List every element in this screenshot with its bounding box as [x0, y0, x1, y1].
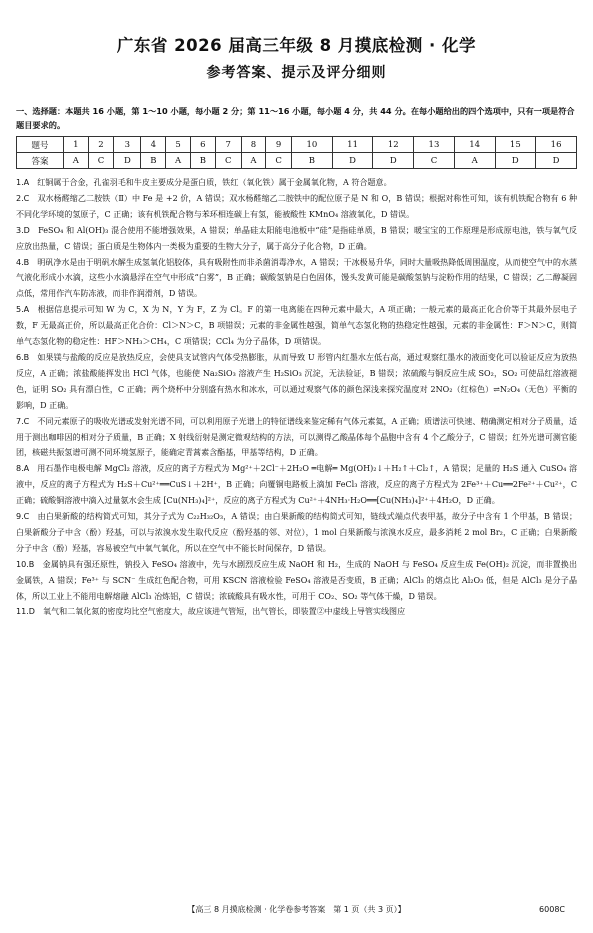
answer-table-number-row [17, 137, 577, 153]
explanation-item [16, 302, 577, 350]
explanation-item [16, 175, 577, 191]
question-number: 2.C [16, 193, 30, 203]
explanation-item [16, 557, 577, 605]
explanation-item [16, 191, 577, 223]
explanation-item [16, 414, 577, 462]
question-number: 8.A [16, 464, 30, 474]
table-cell-answer: C [414, 153, 455, 169]
table-cell-number: 14 [454, 137, 495, 153]
question-number: 1.A [16, 178, 30, 187]
explanation-item [16, 350, 577, 414]
table-row-header-answer: 答案 [17, 153, 64, 169]
question-number: 11.D [16, 607, 35, 617]
table-cell-number: 15 [495, 137, 536, 153]
explanation-text: 明矾净水是由于明矾水解生成氢氧化铝胶体，具有吸附性而非杀菌消毒净水，A 错误；干冰极易升华，同时大量吸热降低周围温度，从而使空气中的水蒸气液化形成小水滴，这些小水滴悬浮在空气中形成“白雾”，B 正确；碳酸氢钠是白色固体，馒头发黄可能是碳酸氢钠与淀粉作用的结果，C 错误；乙二醇凝固点低，常用作汽车防冻液，而非作润滑剂，D 错误。 [16, 257, 578, 299]
explanation-item [16, 461, 577, 509]
explanation-text: FeSO₄ 和 Al(OH)₃ 混合使用不能增强效果，A 错误；单晶硅太阳能电池板中“硅”是指硅单质，B 错误；暖宝宝的工作原理是形成原电池，铁与氧气反应放出热量，C 错误；蛋白质是生物体内一类极为重要的生物大分子，属于高分子化合物，D 正确。 [16, 225, 577, 251]
table-cell-answer: D [373, 153, 414, 169]
question-number: 6.B [16, 352, 30, 362]
section-instructions: 一、选择题：本题共 16 小题，第 1～10 小题，每小题 2 分；第 11～16 小题，每小题 4 分，共 44 分。在每小题给出的四个选项中，只有一项是符合题目要求的。 [16, 106, 575, 130]
table-cell-answer: B [141, 153, 166, 169]
explanation-item [16, 223, 577, 255]
table-cell-number: 5 [166, 137, 191, 153]
page-footer: 【高三 8 月摸底检测 · 化学卷参考答案 第 1 页（共 3 页）】 [187, 905, 406, 914]
answer-table-answer-row [17, 153, 577, 169]
explanation-text: 双水杨醛缩乙二胺铁（Ⅱ）中 Fe 是 +2 价，A 错误；双水杨醛缩乙二胺铁中的配位原子是 N 和 O，B 错误；根据对称性可知，该有机铁配合物有 6 种不同化学环境的氢原子，C 正确；该有机铁配合物与苯环相连碳上有氢，能被酸性 KMnO₄ 溶液氧化，D 错误。 [16, 193, 577, 219]
question-number: 7.C [16, 416, 30, 426]
table-cell-answer: C [266, 153, 292, 169]
table-cell-number: 13 [414, 137, 455, 153]
table-cell-number: 8 [241, 137, 266, 153]
table-cell-number: 3 [114, 137, 141, 153]
question-number: 10.B [16, 559, 35, 569]
table-cell-number: 11 [332, 137, 373, 153]
table-cell-answer: B [190, 153, 215, 169]
table-cell-answer: D [114, 153, 141, 169]
table-cell-answer: C [215, 153, 241, 169]
explanation-item [16, 604, 577, 620]
question-number: 3.D [16, 225, 30, 235]
explanations-list [16, 175, 577, 620]
explanation-text: 红铜属于合金，孔雀羽毛和牛皮主要成分是蛋白质，铁红（氧化铁）属于金属氧化物，A 符合题意。 [37, 178, 392, 187]
table-cell-answer: D [536, 153, 577, 169]
explanation-text: 金属钠具有强还原性，钠投入 FeSO₄ 溶液中，先与水剧烈反应生成 NaOH 和 H₂，生成的 NaOH 与 FeSO₄ 反应生成 Fe(OH)₂ 沉淀，而非置换出金属铁，A 错误；Fe³⁺ 与 SCN⁻ 生成红色配合物，可用 KSCN 溶液检验 FeSO₄ 溶液是否变质，B 正确；AlCl₃ 的熔点比 Al₂O₃ 低，但是 AlCl₃ 是分子晶体，所以工业上不能用电解熔融 AlCl₃ 冶炼铝，C 错误；浓硫酸具有吸水性，可用于 CO₂、SO₂ 等气体干燥，D 错误。 [16, 559, 578, 601]
explanation-text: 根据信息提示可知 W 为 C，X 为 N，Y 为 F，Z 为 Cl。F 的第一电离能在四种元素中最大，A 项正确；一般元素的最高正化合价等于其最外层电子数，F 无最高正价，所以最高正化合价：Cl＞N＞C，B 项错误；元素的非金属性越强，简单气态氢化物的热稳定性越强，元素的非金属性：F＞N＞C，则简单气态氢化物的稳定性：HF＞NH₃＞CH₄，C 项错误；CCl₄ 为分子晶体，D 项错误。 [16, 305, 578, 347]
table-cell-answer: B [292, 153, 333, 169]
table-cell-number: 6 [190, 137, 215, 153]
answer-table [16, 136, 577, 169]
table-row-header-number: 题号 [17, 137, 64, 153]
table-cell-answer: D [495, 153, 536, 169]
explanation-text: 如果镁与盐酸的反应是放热反应，会使具支试管内气体受热膨胀，从而导致 U 形管内红墨水左低右高，通过观察红墨水的液面变化可以验证反应为放热反应，A 正确；浓盐酸能挥发出 HCl 气体，也能使 Na₂SiO₃ 溶液产生 H₂SiO₃ 沉淀，无法验证，B 错误；浓硫酸与铜反应生成 SO₂，SO₂ 可使品红溶液褪色，证明 SO₂ 具有漂白性，C 正确；两个烧杯中分别盛有热水和冰水，可以通过观察气体的颜色深浅来探究温度对 2NO₂（红棕色）⇌N₂O₄（无色）平衡的影响，D 正确。 [16, 352, 578, 410]
explanation-text: 用石墨作电极电解 MgCl₂ 溶液，反应的离子方程式为 Mg²⁺＋2Cl⁻＋2H₂O ═电解═ Mg(OH)₂↓＋H₂↑＋Cl₂↑，A 错误；足量的 H₂S 通入 CuSO₄ 溶液中，反应的离子方程式为 H₂S＋Cu²⁺══CuS↓＋2H⁺，B 正确；向覆铜电路板上滴加 FeCl₃ 溶液，反应的离子方程式为 2Fe³⁺＋Cu══2Fe²⁺＋Cu²⁺，C 正确；硫酸铜溶液中滴入过量氨水会生成 [Cu(NH₃)₄]²⁺，反应的离子方程式为 Cu²⁺＋4NH₃·H₂O══[Cu(NH₃)₄]²⁺＋4H₂O，D 正确。 [16, 464, 578, 506]
question-number: 4.B [16, 257, 30, 267]
table-cell-answer: A [166, 153, 191, 169]
page-title: 广东省 2026 届高三年级 8 月摸底检测 · 化学 [116, 36, 477, 55]
table-cell-number: 12 [373, 137, 414, 153]
table-cell-answer: A [64, 153, 89, 169]
question-number: 9.C [16, 512, 30, 522]
table-cell-number: 9 [266, 137, 292, 153]
table-cell-number: 10 [292, 137, 333, 153]
table-cell-answer: C [88, 153, 114, 169]
explanation-item [16, 509, 577, 557]
table-cell-number: 7 [215, 137, 241, 153]
table-cell-number: 1 [64, 137, 89, 153]
explanation-text: 由白果新酸的结构简式可知，其分子式为 C₂₂H₃₂O₃，A 错误；由白果新酸的结构简式可知，链线式端点代表甲基，故分子中含有 1 个甲基，B 错误；白果新酸分子中含（酚）羟基，可以与浓溴水发生取代反应（酚羟基的邻、对位），1 mol 白果新酸与浓溴水反应，最多消耗 2 mol Br₂，C 正确；白果新酸分子中含（酚）羟基，容易被空气中氧气氧化，所以在空气中不能长时间保存，D 错误。 [16, 512, 577, 553]
table-cell-answer: A [454, 153, 495, 169]
table-cell-number: 2 [88, 137, 114, 153]
explanation-item [16, 255, 577, 303]
table-cell-answer: D [332, 153, 373, 169]
page-subtitle: 参考答案、提示及评分细则 [206, 65, 387, 81]
table-cell-answer: A [241, 153, 266, 169]
explanation-text: 氧气和二氧化氮的密度均比空气密度大，故应该进气管短，出气管长，即装置②中虚线上导管实线图应 [43, 607, 406, 617]
question-number: 5.A [16, 305, 30, 315]
document-code: 6008C [539, 905, 565, 914]
table-cell-number: 16 [536, 137, 577, 153]
table-cell-number: 4 [141, 137, 166, 153]
explanation-text: 不同元素原子的吸收光谱或发射光谱不同，可以利用原子光谱上的特征谱线来鉴定稀有气体元素氦，A 正确；质谱法可快速、精确测定相对分子质量，适用于测出咖啡因的相对分子质量，B 正确；X 射线衍射是测定微观结构的方法，可以测得乙酸晶体每个晶胞中含有 4 个乙酸分子，C 错误；红外光谱可测官能团，核磁共振氢谱可测不同环境氢原子，能确定青蒿素含酯基，甲基等结构，D 正确。 [16, 416, 578, 458]
